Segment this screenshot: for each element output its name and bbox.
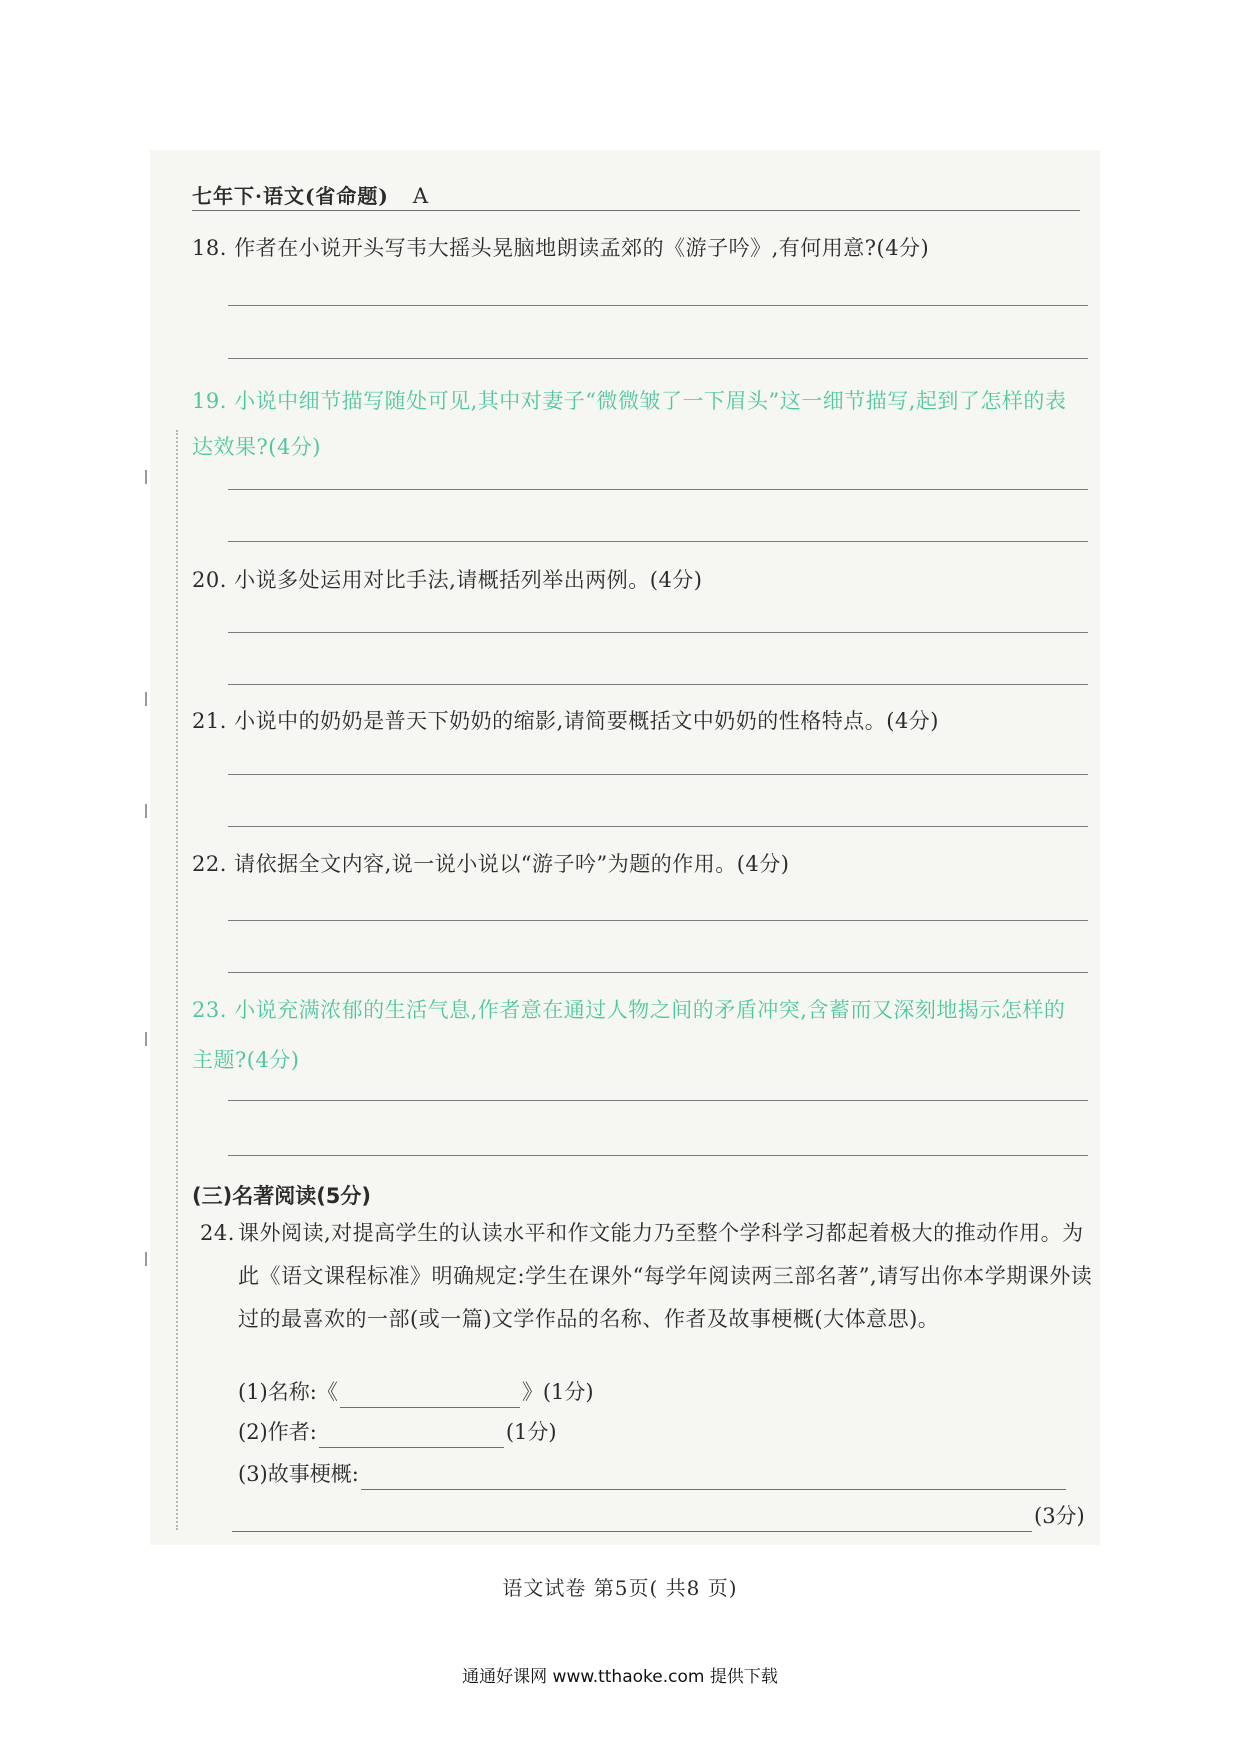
page-header <box>192 180 1080 211</box>
fill-author-label: (2)作者: <box>238 1420 317 1444</box>
header-title: 七年下·语文(省命题) <box>192 184 389 208</box>
page-footer: 语文试卷 第5页( 共8 页) <box>502 1576 738 1600</box>
question-24-text: 课外阅读,对提高学生的认读水平和作文能力乃至整个学科学习都起着极大的推动作用。为此《语文课程标准》明确规定:学生在课外“每学年阅读两三部名著”,请写出你本学期课外读过的最喜欢的一部(或一篇)文学作品的名称、作者及故事梗概(大体意思)。 <box>238 1221 1093 1331</box>
fill-name-label: (1)名称:《 <box>238 1380 338 1404</box>
margin-mark <box>145 1252 159 1266</box>
fill-summary-row <box>238 1458 1068 1490</box>
fill-summary-row-2 <box>230 1500 1085 1532</box>
fill-summary-score: (3分) <box>1034 1504 1085 1528</box>
answer-line[interactable] <box>228 305 1088 306</box>
margin-mark <box>145 470 159 484</box>
answer-line[interactable] <box>228 774 1088 775</box>
question-19: 19. 小说中细节描写随处可见,其中对妻子“微微皱了一下眉头”这一细节描写,起到了怎样的表达效果?(4分) <box>192 389 1067 459</box>
question-20: 20. 小说多处运用对比手法,请概括列举出两例。(4分) <box>192 568 703 592</box>
fill-name-row <box>238 1376 594 1408</box>
answer-line[interactable] <box>228 920 1088 921</box>
fill-author-score: (1分) <box>505 1420 557 1444</box>
answer-line[interactable] <box>228 684 1088 685</box>
answer-line[interactable] <box>228 1155 1088 1156</box>
section-title: (三)名著阅读(5分) <box>192 1184 372 1208</box>
fill-summary-label: (3)故事梗概: <box>238 1462 359 1486</box>
fill-name-score: 》(1分) <box>521 1380 594 1404</box>
version-mark: A <box>412 184 430 208</box>
answer-line[interactable] <box>228 972 1088 973</box>
question-22: 22. 请依据全文内容,说一说小说以“游子吟”为题的作用。(4分) <box>192 852 790 876</box>
fill-author-blank[interactable] <box>319 1423 504 1448</box>
fill-summary-blank[interactable] <box>361 1465 1066 1490</box>
answer-line[interactable] <box>228 632 1088 633</box>
question-23: 23. 小说充满浓郁的生活气息,作者意在通过人物之间的矛盾冲突,含蓄而又深刻地揭示怎样的主题?(4分) <box>192 998 1066 1072</box>
margin-mark <box>145 804 159 818</box>
answer-line[interactable] <box>228 826 1088 827</box>
margin-mark <box>145 692 159 706</box>
fill-name-blank[interactable] <box>340 1383 520 1408</box>
margin-mark <box>145 1032 159 1046</box>
download-credit: 通通好课网 www.tthaoke.com 提供下载 <box>462 1667 778 1687</box>
question-18: 18. 作者在小说开头写韦大摇头晃脑地朗读孟郊的《游子吟》,有何用意?(4分) <box>192 236 930 260</box>
answer-line[interactable] <box>228 541 1088 542</box>
answer-line[interactable] <box>228 489 1088 490</box>
answer-line[interactable] <box>228 1100 1088 1101</box>
question-24-number: 24. <box>200 1221 235 1245</box>
question-24 <box>200 1212 1095 1341</box>
fill-summary-blank-2[interactable] <box>232 1507 1032 1532</box>
answer-line[interactable] <box>228 358 1088 359</box>
fill-author-row <box>238 1416 557 1448</box>
binding-margin-line <box>176 430 178 1530</box>
question-21: 21. 小说中的奶奶是普天下奶奶的缩影,请简要概括文中奶奶的性格特点。(4分) <box>192 709 939 733</box>
